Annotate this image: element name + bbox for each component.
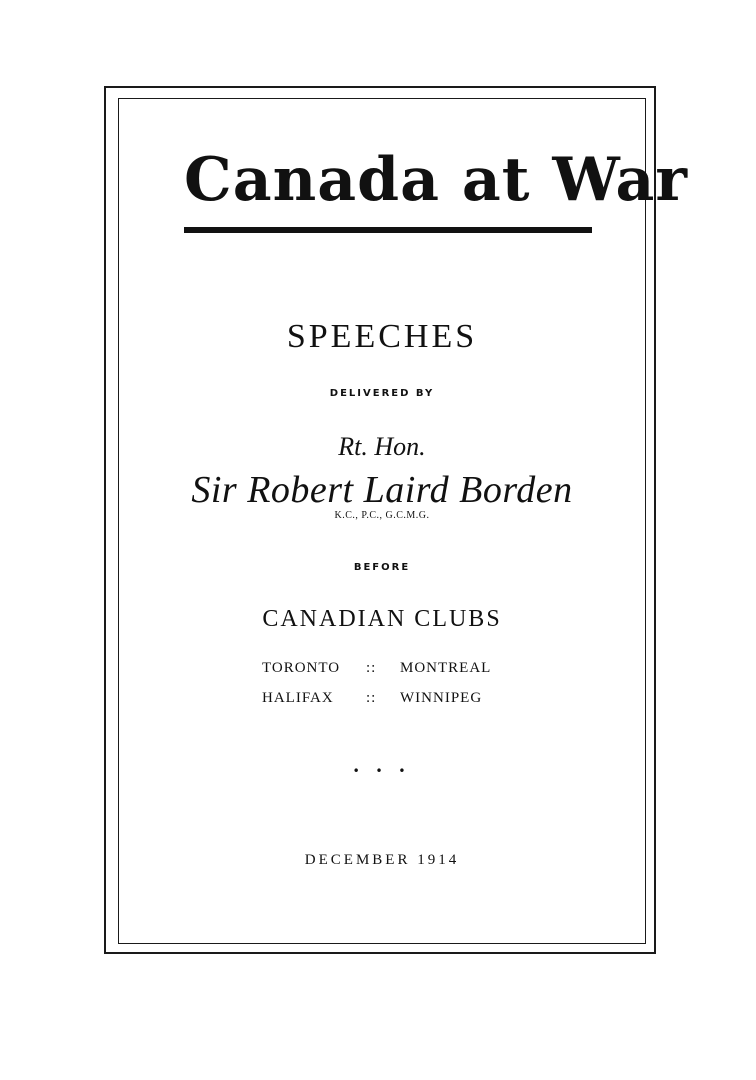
city-row: [262, 690, 482, 707]
audience: CANADIAN CLUBS: [262, 606, 502, 632]
city-left: HALIFAX: [262, 690, 334, 706]
city-row: [262, 660, 491, 677]
inner-border: [118, 98, 646, 944]
publication-date: DECEMBER 1914: [304, 852, 460, 868]
city-separator: ::: [366, 690, 377, 706]
ornament: • • •: [352, 764, 412, 778]
before-label: BEFORE: [353, 562, 411, 573]
city-right: WINNIPEG: [400, 690, 483, 706]
author-honours: K.C., P.C., G.C.M.G.: [334, 510, 430, 521]
delivered-by-label: DELIVERED BY: [329, 388, 435, 399]
city-right: MONTREAL: [400, 660, 492, 676]
honorific: Rt. Hon.: [338, 432, 426, 461]
city-left: TORONTO: [262, 660, 341, 676]
city-separator: ::: [366, 660, 377, 676]
book-title: Canada at War: [184, 145, 688, 215]
subtitle: SPEECHES: [286, 318, 478, 355]
title-underline: [184, 227, 592, 233]
author-name: Sir Robert Laird Borden: [191, 469, 573, 511]
